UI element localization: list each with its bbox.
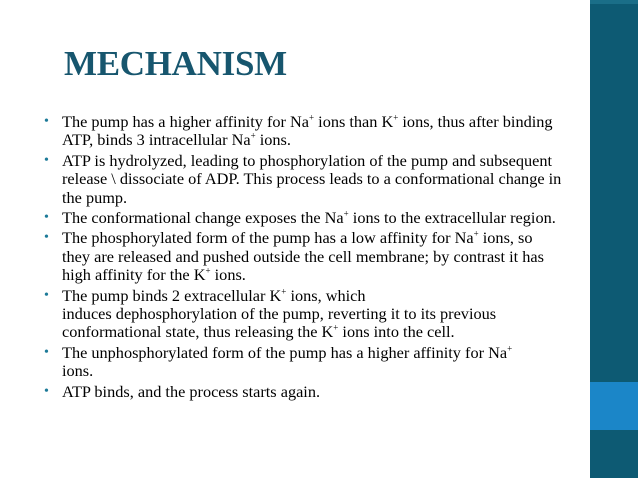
bullet-1-text-d: ions. <box>255 130 291 150</box>
bullet-3-text-b: ions to the extracellular region. <box>348 208 556 228</box>
k-charge: + <box>333 323 339 334</box>
bullet-1-text-b: ions than <box>314 112 382 131</box>
k-symbol: K <box>381 112 394 131</box>
bullet-6-text-b: ions. <box>62 361 94 381</box>
bullet-item-2 <box>44 152 562 207</box>
bullet-4-text-c: ions. <box>210 265 246 285</box>
na-symbol: Na <box>290 112 310 131</box>
na-symbol: Na <box>488 342 508 362</box>
k-charge: + <box>205 265 211 276</box>
bullet-item-6 <box>44 344 562 381</box>
bullet-1-text-c: ions, thus after binding ATP, binds 3 intracellular <box>62 112 553 150</box>
bullet-5-text-c: induces dephosphorylation of the pump, reverting it to its previous conformational state, thus releasing the <box>62 304 497 342</box>
slide-title: MECHANISM <box>64 44 287 83</box>
bullet-3-text-a: The conformational change exposes the <box>62 208 325 228</box>
right-side-bar <box>590 0 638 478</box>
k-symbol: K <box>269 285 282 305</box>
bullet-icon: • <box>44 344 49 360</box>
na-symbol: Na <box>454 228 474 248</box>
bullet-item-1 <box>44 113 562 150</box>
bullet-item-7 <box>44 383 562 401</box>
na-charge: + <box>343 208 349 219</box>
bullet-5-text-b: ions, which <box>286 285 366 305</box>
bullet-2-text: ATP is hydrolyzed, leading to phosphorylation of the pump and subsequent release \ dissociate of ADP. This process leads to a conformational change in the pump. <box>62 150 562 207</box>
na-symbol: Na <box>231 130 251 150</box>
side-bar-top-strip <box>590 0 638 4</box>
bullet-icon: • <box>44 114 49 129</box>
bullet-7-text: ATP binds, and the process starts again. <box>62 381 321 401</box>
k-charge: + <box>393 112 399 123</box>
bullet-icon: • <box>44 230 49 246</box>
bullet-5-text-a: The pump binds 2 extracellular <box>62 285 270 305</box>
bullet-4-text-a: The phosphorylated form of the pump has a low affinity for <box>62 228 455 248</box>
bullet-icon: • <box>44 287 49 303</box>
k-symbol: K <box>193 265 206 285</box>
na-charge: + <box>309 112 315 123</box>
bullet-item-5 <box>44 287 562 342</box>
bullet-5-text-d: ions into the cell. <box>338 322 455 342</box>
na-charge: + <box>507 343 513 354</box>
bullet-1-text-a: The pump has a higher affinity for <box>62 112 291 131</box>
bullet-list <box>44 113 562 403</box>
bullet-icon: • <box>44 152 49 168</box>
bullet-6-text-a: The unphosphorylated form of the pump has a higher affinity for <box>62 342 489 362</box>
k-symbol: K <box>321 322 334 342</box>
bullet-icon: • <box>44 383 49 399</box>
bullet-4-text-b: ions, so they are released and pushed outside the cell membrane; by contrast it has high affinity for the <box>62 228 544 285</box>
bullet-icon: • <box>44 210 49 226</box>
side-bar-accent-block <box>590 382 638 430</box>
na-charge: + <box>250 130 256 141</box>
bullet-item-3 <box>44 209 562 227</box>
na-charge: + <box>473 229 479 240</box>
bullet-item-4 <box>44 229 562 284</box>
na-symbol: Na <box>324 208 344 228</box>
k-charge: + <box>281 286 287 297</box>
